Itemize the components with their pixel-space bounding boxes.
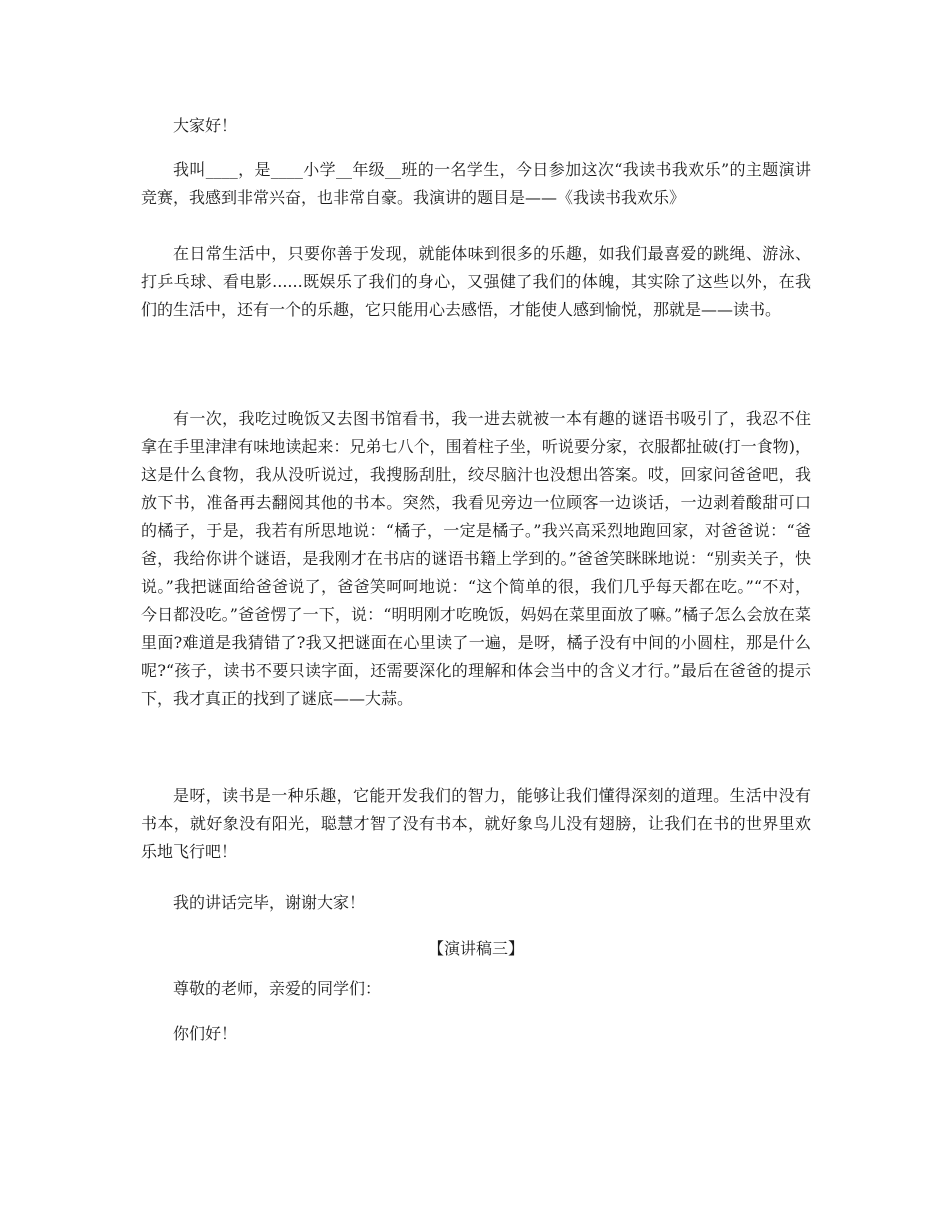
section-heading: 【演讲稿三】: [427, 939, 524, 958]
thanks-line: 我的讲话完毕，谢谢大家！: [173, 893, 366, 912]
greeting-line-2: 你们好！: [173, 1024, 238, 1043]
conclusion-paragraph: 是呀，读书是一种乐趣，它能开发我们的智力，能够让我们懂得深刻的道理。生活中没有书本，就好象没有阳光，聪慧才智了没有书本，就好象鸟儿没有翅膀，让我们在书的世界里欢乐地飞行吧！: [141, 786, 811, 861]
greeting-line: 大家好！: [173, 116, 238, 135]
daily-life-paragraph: 在日常生活中，只要你善于发现，就能体味到很多的乐趣，如我们最喜爱的跳绳、游泳、打乒乓球、看电影......既娱乐了我们的身心，又强健了我们的体魄，其实除了这些以外，在我们的生活中，还有一个的乐趣，它只能用心去感悟，才能使人感到愉悦，那就是——读书。: [141, 244, 811, 319]
riddle-story-paragraph: 有一次，我吃过晚饭又去图书馆看书，我一进去就被一本有趣的谜语书吸引了，我忍不住拿在手里津津有味地读起来：兄弟七八个，围着柱子坐，听说要分家，衣服都扯破(打一食物)，这是什么食物，我从没听说过，我搜肠刮肚，绞尽脑汁也没想出答案。哎，回家问爸爸吧，我放下书，准备再去翻阅其他的书本。突然，我看见旁边一位顾客一边谈话，一边剥着酸甜可口的橘子，于是，我若有所思地说：“橘子，一定是橘子。”我兴高采烈地跑回家，对爸爸说：“爸爸，我给你讲个谜语，是我刚才在书店的谜语书籍上学到的。”爸爸笑眯眯地说：“别卖关子，快说。”我把谜面给爸爸说了，爸爸笑呵呵地说：“这个简单的很，我们几乎每天都在吃。”“不对，今日都没吃。”爸爸愣了一下，说：“明明刚才吃晚饭，妈妈在菜里面放了嘛。”橘子怎么会放在菜里面?难道是我猜错了?我又把谜面在心里读了一遍，是呀，橘子没有中间的小圆柱，那是什么呢?“孩子，读书不要只读字面，还需要深化的理解和体会当中的含义才行。”最后在爸爸的提示下，我才真正的找到了谜底——大蒜。: [141, 409, 811, 708]
salutation-line: 尊敬的老师，亲爱的同学们：: [173, 979, 382, 998]
intro-paragraph: 我叫____，是____小学__年级__班的一名学生，今日参加这次“我读书我欢乐”的主题演讲竞赛，我感到非常兴奋，也非常自豪。我演讲的题目是——《我读书我欢乐》: [141, 160, 811, 207]
